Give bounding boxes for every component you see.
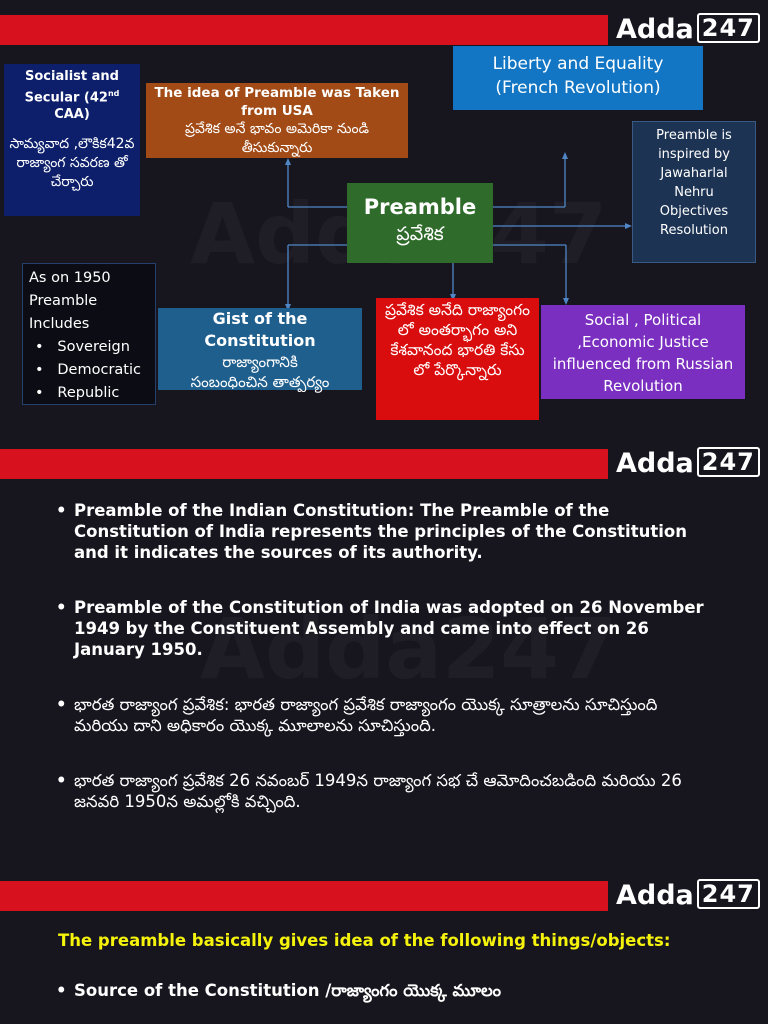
section-heading: The preamble basically gives idea of the following things/objects: <box>58 931 671 950</box>
objects-list <box>56 980 716 1001</box>
as-on-1950-box: As on 1950 Preamble Includes • Sovereign • Democratic • Republic <box>22 263 156 405</box>
bullet-item: • Preamble of the Constitution of India was adopted on 26 November 1949 by the Constituent Assembly and came into effect on 26 January 1950. <box>56 597 716 660</box>
usa-idea-box: The idea of Preamble was Taken from USA ప్రవేశిక అనే భావం అమెరికా నుండి తీసుకున్నారు <box>146 83 408 158</box>
bullet-item: • Source of the Constitution /రాజ్యాంగం యొక్క మూలం <box>56 980 716 1001</box>
gist-constitution-box: Gist of the Constitution రాజ్యాంగానికి సంబంధించిన తాత్పర్యం <box>158 308 362 390</box>
social-justice-box: Social , Political ,Economic Justice influenced from Russian Revolution <box>541 305 745 399</box>
nehru-resolution-box: Preamble is inspired by Jawaharlal Nehru Objectives Resolution <box>632 121 756 263</box>
brand-logo: Adda 247 <box>616 879 756 913</box>
list-item: • Democratic <box>35 362 141 378</box>
bullet-item: • భారత రాజ్యాంగ ప్రవేశిక 26 నవంబర్ 1949న రాజ్యాంగ సభ చే ఆమోదించబడింది మరియు 26 జనవరి 1950న అమల్లోకి వచ్చింది. <box>56 770 716 812</box>
liberty-equality-box: Liberty and Equality (French Revolution) <box>453 46 703 110</box>
bullet-item: • భారత రాజ్యాంగ ప్రవేశిక: భారత రాజ్యాంగ ప్రవేశిక రాజ్యాంగం యొక్క సూత్రాలను సూచిస్తుంది మరియు దాని అధికారం యొక్క మూలాలను సూచిస్తుంది. <box>56 694 716 736</box>
bullet-item: • Preamble of the Indian Constitution: The Preamble of the Constitution of India represents the principles of the Constitution and it indicates the sources of its authority. <box>56 500 716 563</box>
preamble-center-box: Preamble ప్రవేశిక <box>347 183 493 263</box>
red-banner <box>0 449 608 479</box>
as-on-list <box>29 336 149 405</box>
preamble-bullets <box>56 500 716 812</box>
list-item: • Republic <box>35 385 120 401</box>
socialist-secular-box: Socialist and Secular (42nd CAA) సామ్యవాద ,లౌకిక42వ రాజ్యాంగ సవరణ తో చేర్చారు <box>4 64 140 216</box>
red-banner <box>0 881 608 911</box>
brand-logo: Adda 247 <box>616 447 756 481</box>
list-item: • Sovereign <box>35 339 130 355</box>
kesavananda-box: ప్రవేశిక అనేది రాజ్యాంగం లో అంతర్భాగం అని కేశవానంద భారతి కేసు లో పేర్కొన్నారు <box>376 298 539 420</box>
brand-logo: Adda 247 <box>616 13 756 47</box>
